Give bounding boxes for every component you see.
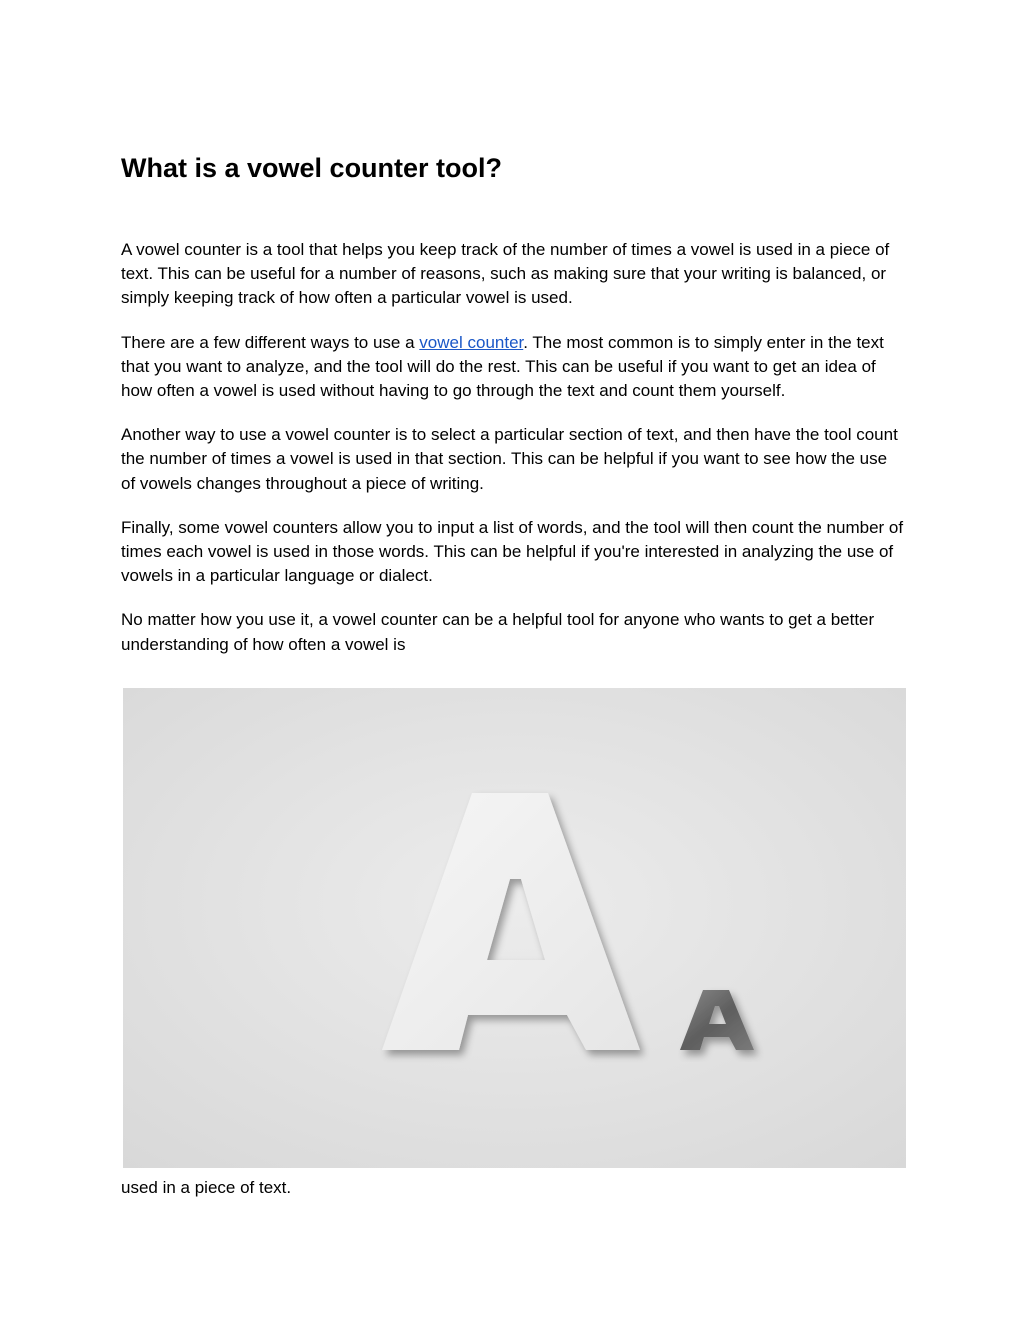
paragraph-4: Finally, some vowel counters allow you to input a list of words, and the tool will then count the number of times each vowel is used in those words. This can be helpful if you're interested in analyzing the use of vowels in a particular language or dialect. (121, 517, 904, 586)
letters-photo (123, 688, 906, 1168)
paragraph-2-lead: There are a few different ways to use a (121, 332, 420, 352)
caption-text: used in a piece of text. (121, 1178, 292, 1197)
paragraph-2-rest: . The most common is to simply enter in the text that you want to analyze, and the tool will do the rest. This can be useful if you want to get an idea of how often a vowel is used without having to go through the text and count them yourself. (121, 332, 884, 401)
photo-background (123, 688, 906, 1168)
paragraph-1: A vowel counter is a tool that helps you keep track of the number of times a vowel is used in a piece of text. This can be useful for a number of reasons, such as making sure that your writing is balanced, or simply keeping track of how often a particular vowel is used. (121, 240, 890, 308)
article-body (121, 238, 905, 657)
paragraph-5: No matter how you use it, a vowel counter can be a helpful tool for anyone who wants to get a better understanding of how often a vowel is (121, 610, 875, 654)
vowel-counter-link[interactable]: vowel counter (419, 332, 524, 352)
paragraph-2 (121, 331, 905, 404)
paragraph-3: Another way to use a vowel counter is to select a particular section of text, and then have the tool count the number of times a vowel is used in that section. This can be helpful if you want to see how the use of vowels changes throughout a piece of writing. (121, 425, 898, 493)
article-title: What is a vowel counter tool? (121, 153, 503, 183)
